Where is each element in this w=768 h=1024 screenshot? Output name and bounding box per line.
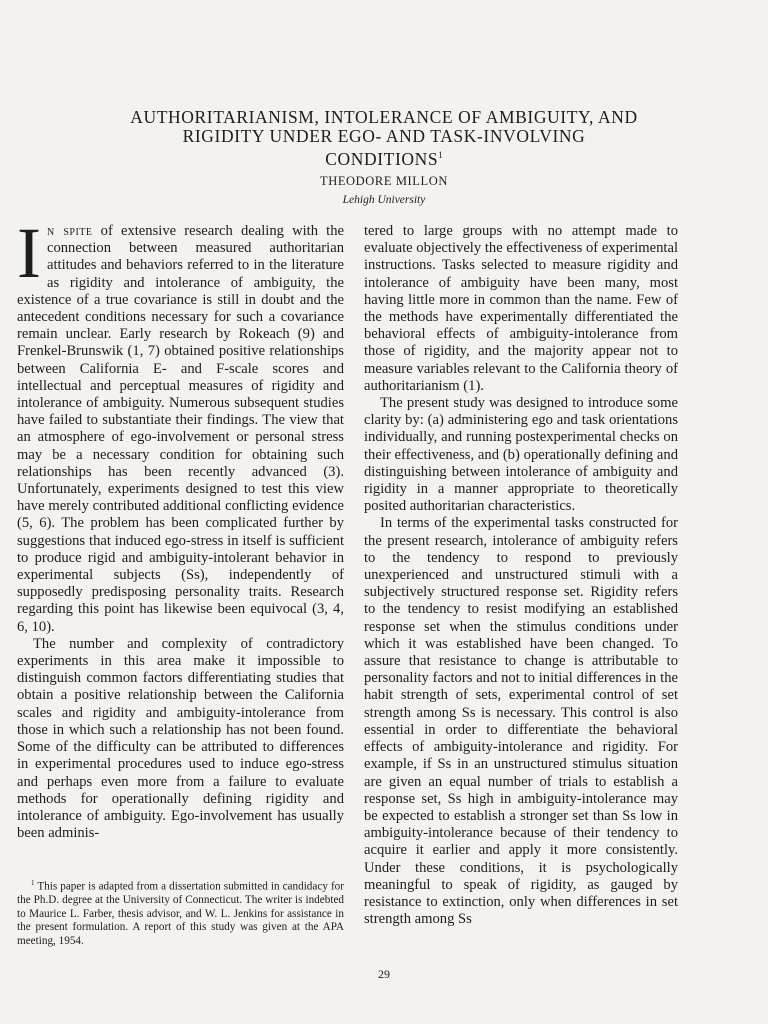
footnote-paragraph bbox=[17, 877, 344, 948]
left-column bbox=[17, 213, 344, 842]
paragraph-4: The present study was designed to introduce some clarity by: (a) administering ego and task orientations individually, and running postexperimental checks on their effectiveness, and (b) operationally defining and distinguishing between intolerance of ambiguity and rigidity in a manner appropriate to theoretically posited authoritarian characteristics. bbox=[364, 395, 678, 515]
title-line-3-text: CONDITIONS bbox=[325, 148, 439, 169]
paragraph-intro-text: of extensive research dealing with the connection between measured authoritarian attitudes and behaviors referred to in the literature as rigidity and intolerance of ambiguity, the existence of a true covariance is still in doubt and the antecedent conditions necessary for such a covariance remain unclear. Early research by Rokeach (9) and Frenkel-Brunswik (1, 7) obtained positive relationships between California E- and F-scale scores and intellectual and perceptual measures of rigidity and intolerance of ambiguity. Numerous subsequent studies have failed to substantiate their findings. The view that an atmosphere of ego-involvement or personal stress may be a necessary condition for obtaining such relationships has been recently advanced (3). Unfortunately, experiments designed to test this view have merely contributed additional conflicting evidence (5, 6). The problem has been complicated further by suggestions that induced ego-stress in itself is sufficient to produce rigid and ambiguity-intolerant behavior in experimental subjects (Ss), independently of supposedly predisposing personality traits. Research regarding this point has likewise been equivocal (3, 4, 6, 10). bbox=[17, 223, 344, 635]
author-name: THEODORE MILLON bbox=[319, 174, 449, 188]
title-line-1: AUTHORITARIANISM, INTOLERANCE OF AMBIGUITY, AND bbox=[130, 107, 638, 127]
footnote bbox=[17, 877, 344, 948]
footnote-mark: 1 bbox=[31, 879, 35, 887]
paragraph-3: tered to large groups with no attempt made to evaluate objectively the effectiveness of experimental instructions. Tasks selected to measure rigidity and intolerance of ambiguity have been many, most having little more in common than the name. Few of the methods have experimentally differentiated the behavioral effects of ambiguity-intolerance from those of rigidity, and the majority appear not to measure variables relevant to the California theory of authoritarianism (1). bbox=[364, 223, 678, 394]
title-line-2: RIGIDITY UNDER EGO- AND TASK-INVOLVING bbox=[182, 126, 586, 146]
paragraph-intro bbox=[17, 213, 344, 636]
author-affiliation: Lehigh University bbox=[342, 194, 426, 206]
page-number: 29 bbox=[378, 967, 390, 981]
dropcap: I bbox=[17, 213, 41, 293]
lead-in-smallcaps: n spite bbox=[46, 223, 93, 239]
article-title bbox=[40, 108, 728, 169]
paragraph-2: The number and complexity of contradictory experiments in this area make it impossible to distinguish common factors differentiating studies that obtain a positive relationship between the California scales and rigidity and ambiguity-intolerance from those in which such a relationship has not been found. Some of the difficulty can be attributed to differences in experimental procedures used to induce ego-stress and perhaps even more from a failure to evaluate methods for operationally defining rigidity and intolerance of ambiguity. Ego-involvement has usually been adminis- bbox=[17, 635, 344, 842]
title-footnote-mark: 1 bbox=[438, 150, 443, 160]
paragraph-5: In terms of the experimental tasks constructed for the present research, intolerance of ambiguity refers to the tendency to respond to previously unexperienced and unstructured stimuli with a subjectively structured response set. Rigidity refers to the tendency to resist modifying an established response set when the stimulus conditions under which it was established have been changed. To assure that resistance to change is attributable to personality factors and not to initial differences in the habit strength of sets, experimental control of set strength among Ss is necessary. This control is also essential in order to differentiate the behavioral effects of ambiguity-intolerance and rigidity. For example, if Ss in an unstructured stimulus situation are given an equal number of trials to establish a response set, Ss high in ambiguity-intolerance may be expected to establish a stronger set than Ss low in ambiguity-intolerance because of their tendency to acquire it earlier and apply it more consistently. Under these conditions, it is psychologically meaningful to speak of rigidity, as gauged by resistance to extinction, only when differences in set strength among Ss bbox=[364, 515, 678, 928]
footnote-text: This paper is adapted from a dissertation submitted in candidacy for the Ph.D. degree at the University of Connecticut. The writer is indebted to Maurice L. Farber, thesis advisor, and W. L. Jenkins for assistance in the present formulation. A report of this study was given at the APA meeting, 1954. bbox=[17, 880, 344, 947]
right-column bbox=[364, 223, 678, 928]
title-line-3 bbox=[40, 146, 728, 169]
